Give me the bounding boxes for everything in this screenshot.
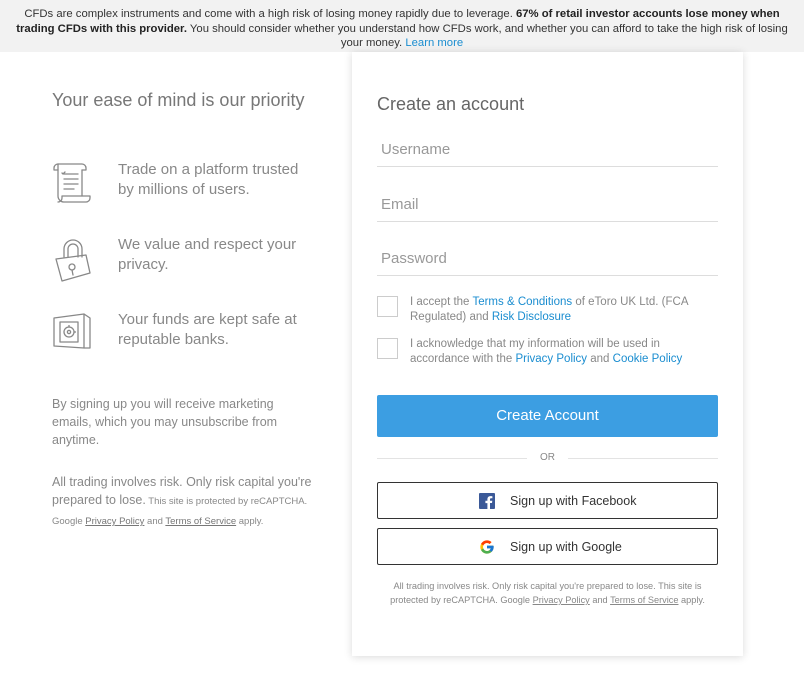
- marketing-notice: By signing up you will receive marketing emails, which you may unsubscribe from anytime.: [52, 397, 278, 447]
- privacy-consent-text: [410, 337, 700, 367]
- google-signup-button[interactable]: [377, 528, 718, 565]
- privacy-checkbox[interactable]: [377, 338, 398, 359]
- risk-warning-bold: 67% of retail investor accounts lose money when trading CFDs with this provider.: [16, 8, 780, 35]
- signup-card: [352, 52, 743, 656]
- risk-disclosure-link[interactable]: Risk Disclosure: [491, 311, 572, 323]
- terms-checkbox[interactable]: [377, 296, 398, 317]
- or-divider: [377, 451, 718, 465]
- privacy-policy-link[interactable]: Privacy Policy: [85, 516, 145, 527]
- username-field-wrapper: [377, 133, 718, 167]
- risk-warning-banner: [0, 0, 804, 52]
- google-button-label: Sign up with Google: [510, 540, 622, 554]
- feature-text: Trade on a platform trusted by millions of users.: [118, 161, 299, 198]
- risk-main-text: All trading involves risk. Only risk capital you're prepared to lose.: [52, 475, 312, 507]
- facebook-button-label: Sign up with Facebook: [510, 494, 637, 508]
- terms-text-1: I accept the: [410, 296, 473, 308]
- card-risk-footer: [377, 579, 718, 607]
- email-field-wrapper: [377, 188, 718, 222]
- scroll-document-icon: [52, 160, 92, 208]
- footer-privacy-policy-link[interactable]: Privacy Policy: [532, 595, 590, 605]
- terms-consent-row: [377, 295, 718, 327]
- password-field-wrapper: [377, 242, 718, 276]
- footer-apply-text: apply.: [678, 595, 705, 605]
- left-risk-notice: [52, 473, 327, 531]
- risk-warning-text: CFDs are complex instruments and come with a high risk of losing money rapidly due to leverage.: [24, 8, 516, 20]
- password-input[interactable]: [377, 242, 718, 275]
- email-input[interactable]: [377, 188, 718, 221]
- privacy-policy-link[interactable]: Privacy Policy: [515, 353, 588, 365]
- footer-terms-link[interactable]: Terms of Service: [610, 595, 679, 605]
- terms-text-2: of eToro UK Ltd. (FCA Regulated) and: [410, 296, 688, 323]
- footer-and-text: and: [589, 595, 611, 605]
- learn-more-link[interactable]: Learn more: [405, 37, 464, 49]
- terms-conditions-link[interactable]: Terms & Conditions: [472, 296, 573, 308]
- benefits-title: Your ease of mind is our priority: [52, 90, 305, 110]
- and-text: and: [144, 516, 166, 527]
- facebook-signup-button[interactable]: [377, 482, 718, 519]
- feature-text: Your funds are kept safe at reputable banks.: [118, 311, 297, 348]
- create-account-button[interactable]: Create Account: [377, 395, 718, 437]
- feature-text: We value and respect your privacy.: [118, 236, 297, 273]
- facebook-icon: [479, 493, 495, 509]
- footer-text: All trading involves risk. Only risk capital you're prepared to lose. This site is protected by reCAPTCHA. Google: [390, 581, 702, 605]
- card-title: Create an account: [377, 94, 525, 114]
- padlock-icon: [52, 235, 92, 283]
- feature-funds-safe: [52, 310, 332, 370]
- username-input[interactable]: [377, 133, 718, 166]
- privacy-consent-row: [377, 337, 718, 369]
- or-label: OR: [540, 452, 555, 463]
- divider-line: [568, 458, 718, 459]
- terms-consent-text: [410, 295, 700, 325]
- risk-warning-text-2: You should consider whether you understand how CFDs work, and whether you can afford to take the high risk of losing your money.: [186, 22, 788, 49]
- feature-trusted-platform: [52, 160, 332, 220]
- google-icon: [479, 539, 495, 555]
- feature-privacy: [52, 235, 332, 295]
- privacy-text-1: I acknowledge that my information will be used in accordance with the: [410, 338, 660, 365]
- recaptcha-text: This site is protected by reCAPTCHA. Google: [52, 496, 308, 527]
- apply-text: apply.: [236, 516, 264, 527]
- terms-of-service-link[interactable]: Terms of Service: [165, 516, 237, 527]
- safe-vault-icon: [52, 310, 92, 358]
- privacy-and-text: and: [587, 353, 613, 365]
- cookie-policy-link[interactable]: Cookie Policy: [612, 353, 683, 365]
